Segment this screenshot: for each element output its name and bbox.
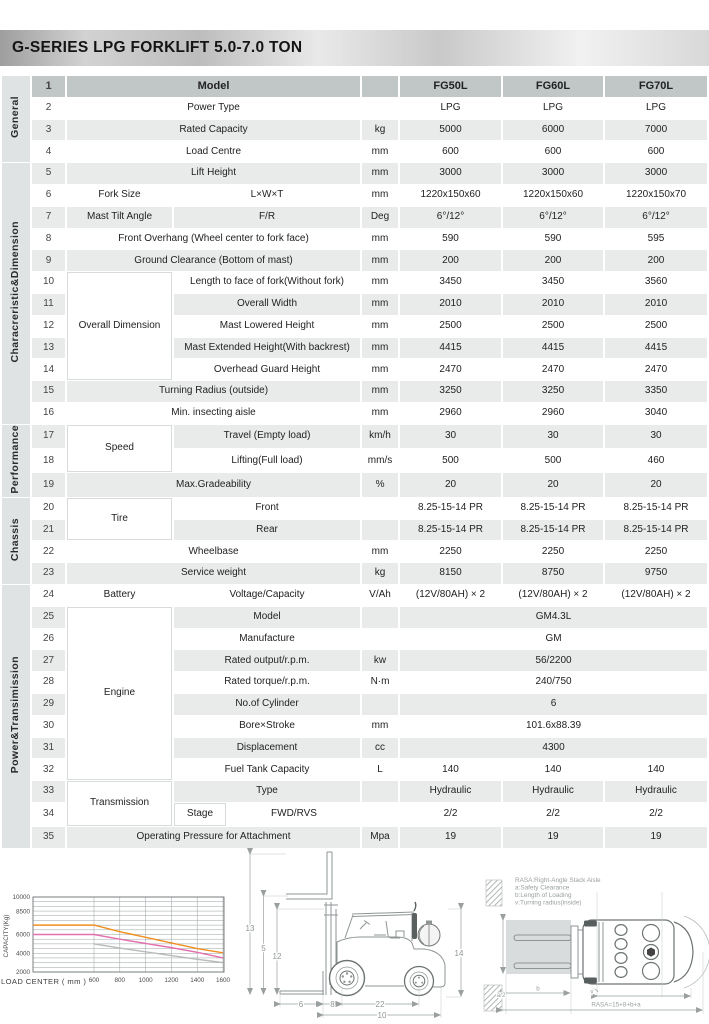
value-cell: 2500 bbox=[400, 316, 501, 337]
mast-section bbox=[599, 922, 603, 982]
category-label bbox=[2, 76, 30, 162]
chart-x-axis-label: LOAD CENTER ( mm ) bbox=[1, 977, 87, 986]
value-cell: 2010 bbox=[503, 294, 603, 315]
unit-label bbox=[362, 629, 398, 650]
spec-name: Turning Radius (outside) bbox=[67, 381, 360, 402]
value-cell: 3250 bbox=[503, 381, 603, 402]
spec-name: Transmission bbox=[67, 781, 172, 826]
unit-label: mm bbox=[362, 716, 398, 737]
spec-name: L×W×T bbox=[174, 185, 360, 206]
category-label bbox=[2, 498, 30, 584]
spec-name: Model bbox=[67, 76, 360, 97]
value-cell: 600 bbox=[503, 141, 603, 162]
value-cell: 2250 bbox=[503, 541, 603, 562]
callout-6: 6 bbox=[298, 1000, 304, 1009]
value-cell: 20 bbox=[503, 473, 603, 496]
table-row bbox=[2, 76, 707, 97]
value-cell: 600 bbox=[605, 141, 707, 162]
value-cell: 8.25-15-14 PR bbox=[503, 520, 603, 541]
table-row bbox=[2, 425, 707, 448]
spec-name: Lifting(Full load) bbox=[174, 449, 360, 472]
spec-name: Voltage/Capacity bbox=[174, 585, 360, 606]
engine-detail bbox=[643, 925, 660, 980]
row-number: 3 bbox=[32, 120, 65, 141]
value-cell: 8.25-15-14 PR bbox=[605, 498, 707, 519]
value-cell: 4415 bbox=[400, 338, 501, 359]
row-number: 34 bbox=[32, 803, 65, 826]
row-number: 33 bbox=[32, 781, 65, 802]
table-row bbox=[2, 403, 707, 424]
spec-name: Power Type bbox=[67, 98, 360, 119]
row-number: 31 bbox=[32, 738, 65, 759]
spec-name: Battery bbox=[67, 585, 172, 606]
spec-name: Overhead Guard Height bbox=[174, 359, 360, 380]
capacity-chart bbox=[0, 878, 242, 1004]
value-cell: 500 bbox=[503, 449, 603, 472]
spec-name: Overall Width bbox=[174, 294, 360, 315]
value-cell: 2/2 bbox=[503, 803, 603, 826]
value-cell: 590 bbox=[503, 229, 603, 250]
value-cell: 140 bbox=[605, 759, 707, 780]
unit-label: Deg bbox=[362, 207, 398, 228]
value-cell: 2500 bbox=[605, 316, 707, 337]
spec-name: Rated torque/r.p.m. bbox=[174, 672, 360, 693]
value-cell: LPG bbox=[503, 98, 603, 119]
unit-label bbox=[362, 803, 398, 826]
value-cell: FG50L bbox=[400, 76, 501, 97]
value-cell: LPG bbox=[400, 98, 501, 119]
unit-label: mm bbox=[362, 541, 398, 562]
spec-name: Rated Capacity bbox=[67, 120, 360, 141]
value-cell: 6000 bbox=[503, 120, 603, 141]
row-number: 32 bbox=[32, 759, 65, 780]
unit-label: Mpa bbox=[362, 827, 398, 848]
value-cell: 19 bbox=[400, 827, 501, 848]
row-number: 21 bbox=[32, 520, 65, 541]
callout-5: 5 bbox=[261, 944, 266, 953]
value-cell: 3450 bbox=[503, 272, 603, 293]
value-cell: 500 bbox=[400, 449, 501, 472]
row-number: 5 bbox=[32, 163, 65, 184]
value-cell: 2/2 bbox=[400, 803, 501, 826]
raised-fork bbox=[286, 852, 332, 899]
carriage bbox=[578, 930, 583, 974]
spec-name: Stage bbox=[174, 803, 226, 826]
value-cell: 8750 bbox=[503, 563, 603, 584]
steering-column bbox=[360, 921, 370, 930]
value-cell: 3560 bbox=[605, 272, 707, 293]
spec-name: F/R bbox=[174, 207, 360, 228]
table-row bbox=[2, 185, 707, 206]
value-cell: 6°/12° bbox=[605, 207, 707, 228]
value-cell: 1220x150x60 bbox=[400, 185, 501, 206]
unit-label: cc bbox=[362, 738, 398, 759]
exhaust-pipe bbox=[414, 902, 416, 911]
unit-label: mm bbox=[362, 229, 398, 250]
value-cell: 56/2200 bbox=[400, 650, 707, 671]
drive-wheel-left bbox=[584, 921, 597, 927]
value-cell: 3350 bbox=[605, 381, 707, 402]
row-number: 18 bbox=[32, 449, 65, 472]
callout-12: 12 bbox=[272, 952, 282, 961]
value-cell: 2250 bbox=[400, 541, 501, 562]
spec-table-body bbox=[2, 76, 707, 848]
callout-14: 14 bbox=[454, 949, 464, 958]
spec-name: Length to face of fork(Without fork) bbox=[174, 272, 360, 293]
svg-text:6000: 6000 bbox=[15, 931, 30, 939]
value-cell: 2470 bbox=[400, 359, 501, 380]
category-label-text: Chassis bbox=[9, 517, 22, 561]
row-number: 2 bbox=[32, 98, 65, 119]
value-cell: 240/750 bbox=[400, 672, 707, 693]
value-cell: 4415 bbox=[605, 338, 707, 359]
unit-label: mm bbox=[362, 272, 398, 293]
row-number: 35 bbox=[32, 827, 65, 848]
svg-text:4000: 4000 bbox=[15, 950, 30, 958]
row-number: 26 bbox=[32, 629, 65, 650]
value-cell: Hydraulic bbox=[503, 781, 603, 802]
unit-label: mm bbox=[362, 403, 398, 424]
turning-arc bbox=[684, 916, 709, 988]
unit-label: km/h bbox=[362, 425, 398, 448]
table-row bbox=[2, 120, 707, 141]
label-v: v bbox=[590, 988, 594, 996]
row-number: 22 bbox=[32, 541, 65, 562]
spec-table bbox=[0, 75, 709, 849]
spec-name: Engine bbox=[67, 607, 172, 780]
value-cell: 460 bbox=[605, 449, 707, 472]
unit-label: kg bbox=[362, 120, 398, 141]
value-cell: Hydraulic bbox=[605, 781, 707, 802]
value-cell: (12V/80AH) × 2 bbox=[503, 585, 603, 606]
category-label bbox=[2, 585, 30, 848]
value-cell: 3000 bbox=[400, 163, 501, 184]
table-row bbox=[2, 541, 707, 562]
callout-22: 22 bbox=[375, 1000, 385, 1009]
legend-line-b: b:Length of Loading bbox=[515, 892, 572, 899]
unit-label bbox=[362, 498, 398, 519]
spec-name: Mast Tilt Angle bbox=[67, 207, 172, 228]
engine-cylinders bbox=[615, 925, 627, 978]
callout-13: 13 bbox=[245, 924, 255, 933]
svg-text:8500: 8500 bbox=[15, 908, 30, 916]
spec-name: Model bbox=[174, 607, 360, 628]
value-cell: 30 bbox=[605, 425, 707, 448]
row-number: 15 bbox=[32, 381, 65, 402]
row-number: 12 bbox=[32, 316, 65, 337]
table-row bbox=[2, 141, 707, 162]
muffler bbox=[412, 913, 417, 939]
value-cell: (12V/80AH) × 2 bbox=[605, 585, 707, 606]
value-cell: 1220x150x60 bbox=[503, 185, 603, 206]
spec-name: Fork Size bbox=[67, 185, 172, 206]
rack-block-top bbox=[486, 880, 502, 906]
svg-text:1600: 1600 bbox=[215, 977, 231, 984]
svg-text:1400: 1400 bbox=[190, 977, 205, 984]
row-number: 13 bbox=[32, 338, 65, 359]
unit-label: mm bbox=[362, 294, 398, 315]
value-cell: 30 bbox=[503, 425, 603, 448]
spec-name: Overall Dimension bbox=[67, 272, 172, 380]
row-number: 24 bbox=[32, 585, 65, 606]
value-cell: 20 bbox=[400, 473, 501, 496]
value-cell: 2500 bbox=[503, 316, 603, 337]
svg-text:1200: 1200 bbox=[164, 977, 179, 984]
unit-label: V/Ah bbox=[362, 585, 398, 606]
row-number: 7 bbox=[32, 207, 65, 228]
value-cell: 101.6x88.39 bbox=[400, 716, 707, 737]
capacity-chart-plot bbox=[12, 894, 230, 984]
value-cell: 2010 bbox=[605, 294, 707, 315]
unit-label: mm bbox=[362, 141, 398, 162]
spec-name: Front Overhang (Wheel center to fork face) bbox=[67, 229, 360, 250]
unit-label bbox=[362, 76, 398, 97]
spec-name: Fuel Tank Capacity bbox=[174, 759, 360, 780]
value-cell: 3040 bbox=[605, 403, 707, 424]
value-cell: 2960 bbox=[400, 403, 501, 424]
callout-8: 8 bbox=[330, 1000, 335, 1009]
unit-label: % bbox=[362, 473, 398, 496]
drive-wheel-right bbox=[584, 978, 597, 984]
table-row bbox=[2, 229, 707, 250]
value-cell: 3250 bbox=[400, 381, 501, 402]
value-cell: 20 bbox=[605, 473, 707, 496]
value-cell: LPG bbox=[605, 98, 707, 119]
capacity-series-FG60L bbox=[33, 935, 223, 958]
legend-line-rasa: RASA:Right-Angle Stack Aisle bbox=[515, 877, 601, 884]
svg-text:1000: 1000 bbox=[138, 977, 153, 984]
table-row bbox=[2, 98, 707, 119]
value-cell: 5000 bbox=[400, 120, 501, 141]
front-wheel bbox=[330, 961, 365, 996]
table-row bbox=[2, 207, 707, 228]
value-cell: GM4.3L bbox=[400, 607, 707, 628]
table-row bbox=[2, 607, 707, 628]
category-label-text: Performance bbox=[9, 424, 22, 494]
value-cell: 600 bbox=[400, 141, 501, 162]
spec-name: Displacement bbox=[174, 738, 360, 759]
unit-label: mm bbox=[362, 338, 398, 359]
row-number: 4 bbox=[32, 141, 65, 162]
value-cell: 200 bbox=[503, 250, 603, 271]
row-number: 16 bbox=[32, 403, 65, 424]
value-cell: 140 bbox=[400, 759, 501, 780]
category-label-text: Characreristic&Dimension bbox=[9, 220, 22, 363]
table-row bbox=[2, 381, 707, 402]
unit-label: L bbox=[362, 759, 398, 780]
label-a-half: a/2 bbox=[496, 992, 506, 999]
value-cell: FG60L bbox=[503, 76, 603, 97]
value-cell: (12V/80AH) × 2 bbox=[400, 585, 501, 606]
spec-name: Min. insecting aisle bbox=[67, 403, 360, 424]
chart-y-axis-label: CAPACITY(Kg) bbox=[3, 914, 10, 958]
value-cell: 590 bbox=[400, 229, 501, 250]
value-cell: GM bbox=[400, 629, 707, 650]
spec-name: Rear bbox=[174, 520, 360, 541]
value-cell: 9750 bbox=[605, 563, 707, 584]
value-cell: 6°/12° bbox=[400, 207, 501, 228]
spec-name: Mast Extended Height(With backrest) bbox=[174, 338, 360, 359]
label-b: b bbox=[536, 985, 540, 993]
value-cell: 19 bbox=[605, 827, 707, 848]
page-title: G-SERIES LPG FORKLIFT 5.0-7.0 TON bbox=[12, 39, 303, 56]
table-row bbox=[2, 563, 707, 584]
spec-name: Tire bbox=[67, 498, 172, 541]
counterweight bbox=[674, 922, 693, 982]
value-cell: 2470 bbox=[503, 359, 603, 380]
value-cell: 2010 bbox=[400, 294, 501, 315]
value-cell: 8.25-15-14 PR bbox=[503, 498, 603, 519]
spec-name: Max.Gradeability bbox=[67, 473, 360, 496]
loading-zone bbox=[506, 920, 571, 974]
value-cell: 3000 bbox=[503, 163, 603, 184]
value-cell: 2250 bbox=[605, 541, 707, 562]
category-label bbox=[2, 163, 30, 424]
spec-name: FWD/RVS bbox=[228, 803, 360, 826]
spec-name: Operating Pressure for Attachment bbox=[67, 827, 360, 848]
value-cell: Hydraulic bbox=[400, 781, 501, 802]
legend-line-v: v:Turning radius(inside) bbox=[515, 899, 582, 907]
value-cell: 8.25-15-14 PR bbox=[605, 520, 707, 541]
table-row bbox=[2, 585, 707, 606]
lpg-tank-cap bbox=[426, 921, 432, 925]
title-bar bbox=[0, 30, 709, 66]
row-number: 1 bbox=[32, 76, 65, 97]
svg-text:10000: 10000 bbox=[12, 894, 30, 902]
value-cell: 2470 bbox=[605, 359, 707, 380]
unit-label bbox=[362, 694, 398, 715]
row-number: 25 bbox=[32, 607, 65, 628]
value-cell: FG70L bbox=[605, 76, 707, 97]
row-number: 17 bbox=[32, 425, 65, 448]
unit-label: kw bbox=[362, 650, 398, 671]
row-number: 27 bbox=[32, 650, 65, 671]
svg-text:2000: 2000 bbox=[15, 969, 30, 977]
row-number: 19 bbox=[32, 473, 65, 496]
unit-label bbox=[362, 520, 398, 541]
unit-label bbox=[362, 781, 398, 802]
unit-label: N·m bbox=[362, 672, 398, 693]
forklift-top-view bbox=[470, 856, 709, 1024]
spec-name: Type bbox=[174, 781, 360, 802]
forklift-side-view bbox=[228, 845, 470, 1024]
unit-label bbox=[362, 98, 398, 119]
row-number: 10 bbox=[32, 272, 65, 293]
spec-name: Lift Height bbox=[67, 163, 360, 184]
unit-label: kg bbox=[362, 563, 398, 584]
spec-name: Bore×Stroke bbox=[174, 716, 360, 737]
unit-label: mm bbox=[362, 250, 398, 271]
unit-label: mm bbox=[362, 185, 398, 206]
value-cell: 2960 bbox=[503, 403, 603, 424]
row-number: 6 bbox=[32, 185, 65, 206]
callout-10: 10 bbox=[377, 1011, 387, 1020]
spec-name: Service weight bbox=[67, 563, 360, 584]
spec-name: Mast Lowered Height bbox=[174, 316, 360, 337]
row-number: 11 bbox=[32, 294, 65, 315]
spec-name: Rated output/r.p.m. bbox=[174, 650, 360, 671]
spec-name: Ground Clearance (Bottom of mast) bbox=[67, 250, 360, 271]
value-cell: 140 bbox=[503, 759, 603, 780]
row-number: 28 bbox=[32, 672, 65, 693]
row-number: 8 bbox=[32, 229, 65, 250]
unit-label bbox=[362, 607, 398, 628]
category-label-text: Power&Transimission bbox=[9, 655, 22, 774]
value-cell: 8150 bbox=[400, 563, 501, 584]
label-rasa-formula: RASA=15+8+b+a bbox=[591, 1001, 641, 1009]
spec-name: Travel (Empty load) bbox=[174, 425, 360, 448]
row-number: 14 bbox=[32, 359, 65, 380]
spec-name: No.of Cylinder bbox=[174, 694, 360, 715]
row-number: 30 bbox=[32, 716, 65, 737]
value-cell: 3000 bbox=[605, 163, 707, 184]
table-row bbox=[2, 473, 707, 496]
value-cell: 2/2 bbox=[605, 803, 707, 826]
spec-name: Speed bbox=[67, 425, 172, 473]
unit-label: mm bbox=[362, 359, 398, 380]
value-cell: 200 bbox=[605, 250, 707, 271]
rasa-legend bbox=[515, 877, 601, 907]
table-row bbox=[2, 272, 707, 293]
svg-text:800: 800 bbox=[114, 977, 126, 984]
value-cell: 200 bbox=[400, 250, 501, 271]
value-cell: 6°/12° bbox=[503, 207, 603, 228]
value-cell: 595 bbox=[605, 229, 707, 250]
value-cell: 8.25-15-14 PR bbox=[400, 498, 501, 519]
table-row bbox=[2, 498, 707, 519]
spec-name: Front bbox=[174, 498, 360, 519]
row-number: 29 bbox=[32, 694, 65, 715]
value-cell: 8.25-15-14 PR bbox=[400, 520, 501, 541]
value-cell: 6 bbox=[400, 694, 707, 715]
dimension-labels bbox=[497, 986, 642, 1009]
value-cell: 7000 bbox=[605, 120, 707, 141]
value-cell: 19 bbox=[503, 827, 603, 848]
value-cell: 4415 bbox=[503, 338, 603, 359]
carriage-and-fork bbox=[280, 971, 324, 995]
svg-text:600: 600 bbox=[88, 977, 100, 984]
table-row bbox=[2, 250, 707, 271]
backrest bbox=[571, 926, 578, 978]
row-number: 9 bbox=[32, 250, 65, 271]
legend-line-a: a:Safety Clearance bbox=[515, 884, 570, 892]
unit-label: mm/s bbox=[362, 449, 398, 472]
category-label bbox=[2, 425, 30, 497]
unit-label: mm bbox=[362, 381, 398, 402]
row-number: 20 bbox=[32, 498, 65, 519]
row-number: 23 bbox=[32, 563, 65, 584]
table-row bbox=[2, 781, 707, 802]
unit-label: mm bbox=[362, 163, 398, 184]
value-cell: 1220x150x70 bbox=[605, 185, 707, 206]
spec-name: Wheelbase bbox=[67, 541, 360, 562]
value-cell: 3450 bbox=[400, 272, 501, 293]
body-top-view bbox=[583, 920, 674, 984]
table-row bbox=[2, 163, 707, 184]
value-cell: 4300 bbox=[400, 738, 707, 759]
category-label-text: General bbox=[9, 96, 22, 139]
spec-name: Manufacture bbox=[174, 629, 360, 650]
value-cell: 30 bbox=[400, 425, 501, 448]
unit-label: mm bbox=[362, 316, 398, 337]
spec-name: Load Centre bbox=[67, 141, 360, 162]
